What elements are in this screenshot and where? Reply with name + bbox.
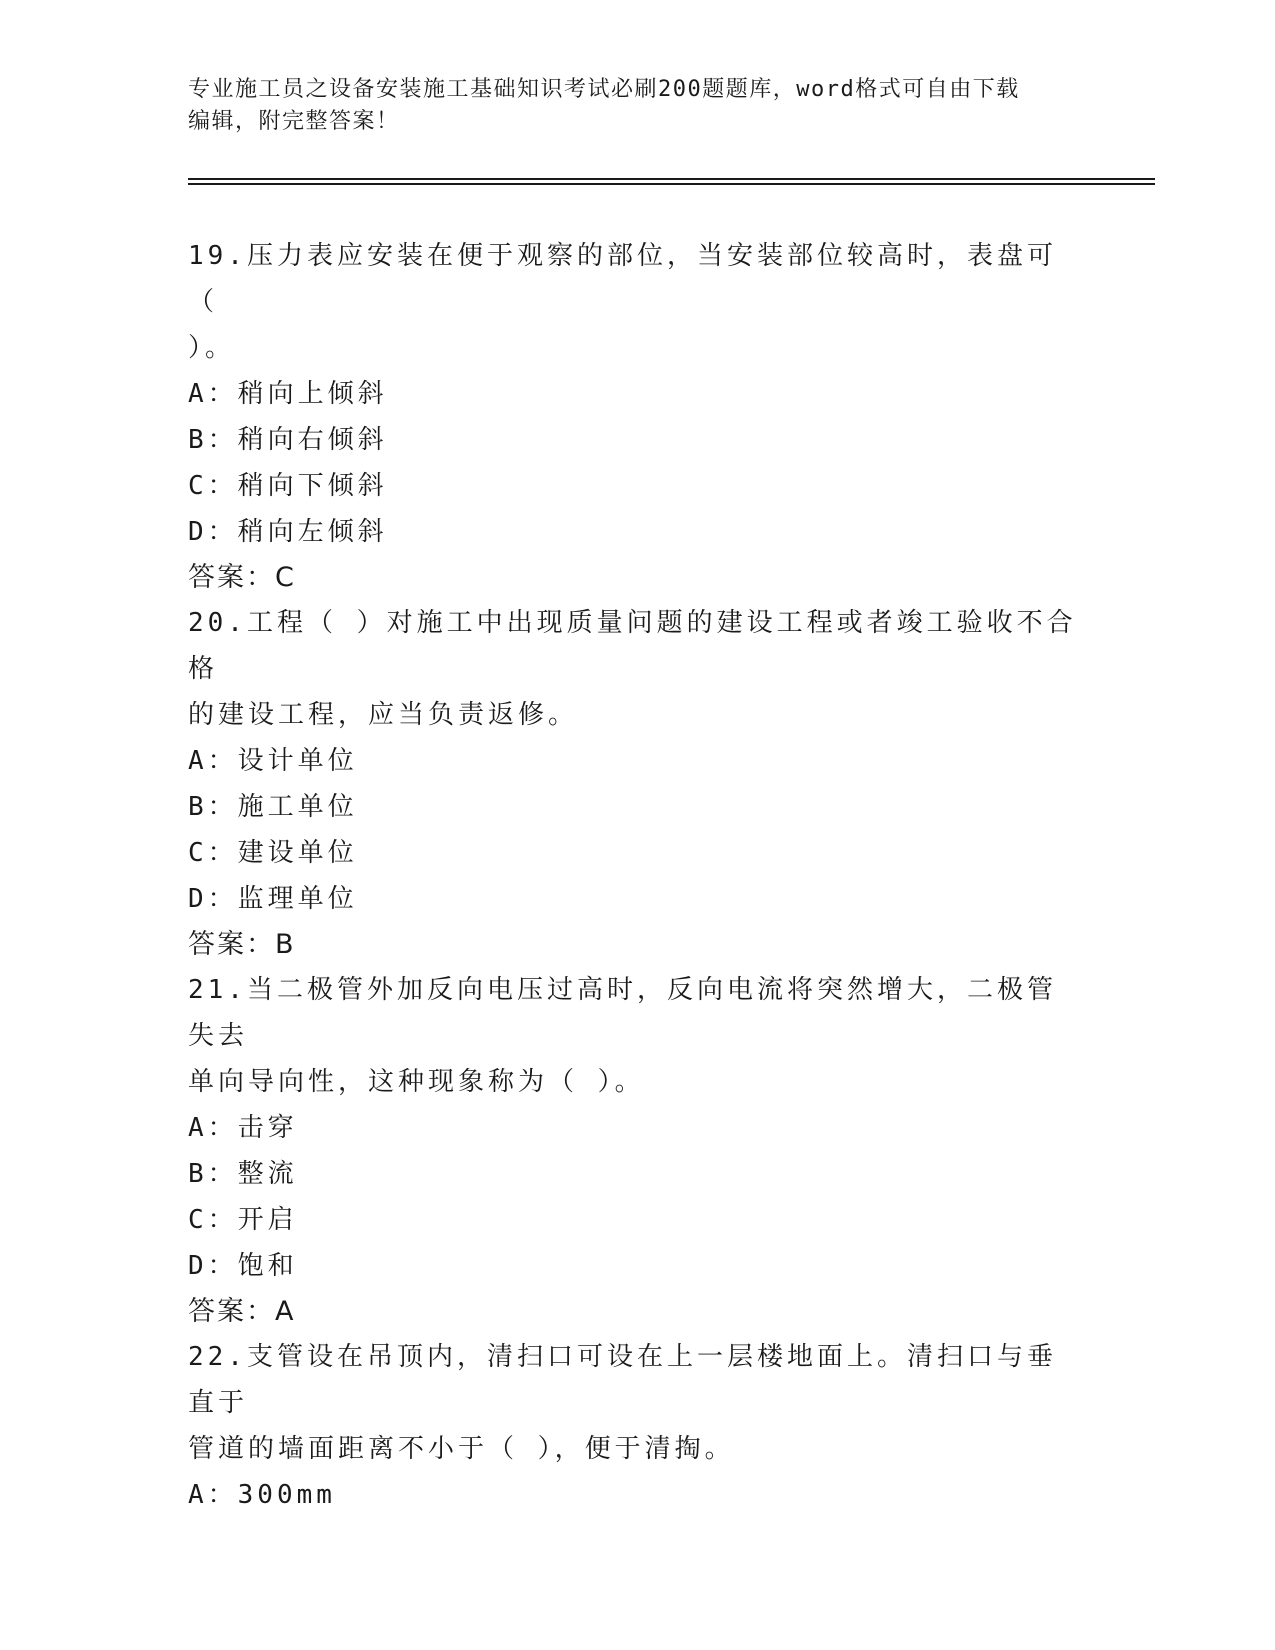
- answer-label: 答案：A: [188, 1296, 296, 1327]
- question-stem-line-2: 的建设工程，应当负责返修。: [188, 700, 579, 730]
- question-stem-line-2: ）。: [188, 333, 236, 363]
- header-divider-top: [188, 178, 1155, 180]
- question-stem-line-1: 19.压力表应安装在便于观察的部位，当安装部位较高时，表盘可（: [188, 241, 1057, 317]
- answer-label: 答案：B: [188, 929, 296, 960]
- option-a: A：击穿: [188, 1113, 298, 1143]
- option-c: C：建设单位: [188, 838, 358, 868]
- header-divider-bottom: [188, 183, 1155, 185]
- option-a: A：300mm: [188, 1480, 336, 1510]
- question-stem-line-1: 20.工程（ ）对施工中出现质量问题的建设工程或者竣工验收不合格: [188, 608, 1077, 684]
- option-d: D：饱和: [188, 1251, 298, 1281]
- question-stem-line-1: 21.当二极管外加反向电压过高时，反向电流将突然增大，二极管失去: [188, 975, 1057, 1051]
- option-a: A：稍向上倾斜: [188, 379, 388, 409]
- answer-label: 答案：C: [188, 562, 296, 593]
- option-b: B：整流: [188, 1159, 298, 1189]
- option-c: C：开启: [188, 1205, 298, 1235]
- document-header: [188, 74, 1088, 138]
- question-stem-line-1: 22.支管设在吊顶内，清扫口可设在上一层楼地面上。清扫口与垂直于: [188, 1342, 1057, 1418]
- option-c: C：稍向下倾斜: [188, 471, 388, 501]
- question-19: [188, 233, 1078, 601]
- header-line-1: 专业施工员之设备安装施工基础知识考试必刷200题题库，word格式可自由下载: [188, 77, 1020, 102]
- header-line-2: 编辑，附完整答案！: [188, 109, 400, 134]
- option-d: D：监理单位: [188, 884, 358, 914]
- option-d: D：稍向左倾斜: [188, 517, 388, 547]
- question-stem-line-2: 单向导向性，这种现象称为（ ）。: [188, 1067, 645, 1097]
- question-20: [188, 600, 1078, 968]
- question-21: [188, 967, 1078, 1335]
- question-stem-line-2: 管道的墙面距离不小于（ ），便于清掏。: [188, 1434, 735, 1464]
- question-22: [188, 1334, 1078, 1518]
- option-b: B：施工单位: [188, 792, 358, 822]
- option-b: B：稍向右倾斜: [188, 425, 388, 455]
- option-a: A：设计单位: [188, 746, 358, 776]
